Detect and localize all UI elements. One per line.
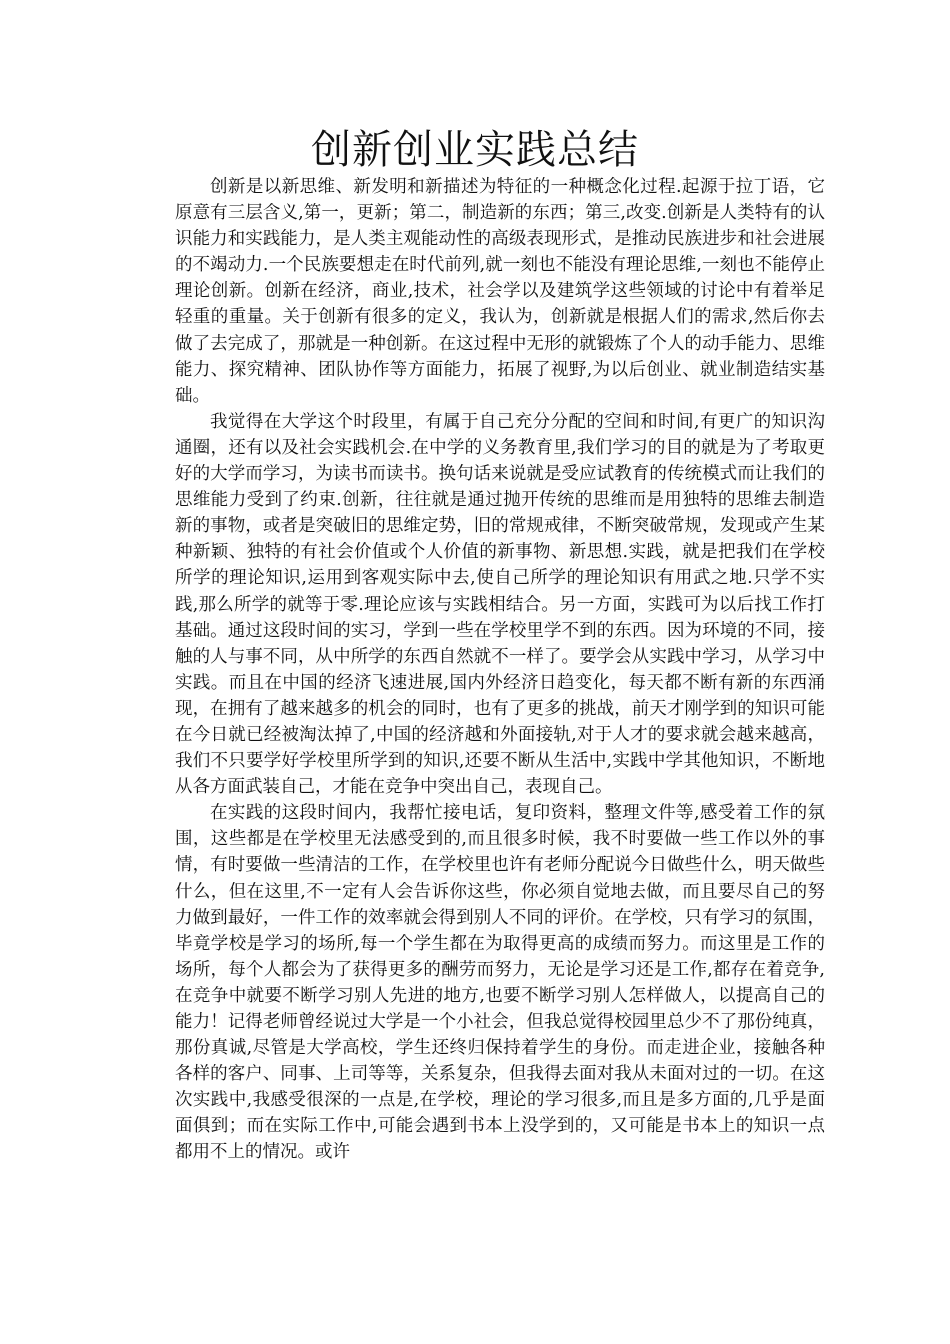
paragraph-3: 在实践的这段时间内，我帮忙接电话，复印资料，整理文件等,感受着工作的氛围，这些都是在学校里无法感受到的,而且很多时候，我不时要做一些工作以外的事情，有时要做一些清洁的工作，在学校里也许有老师分配说今日做些什么，明天做些什么，但在这里,不一定有人会告诉你这些，你必须自觉地去做，而且要尽自己的努力做到最好，一件工作的效率就会得到别人不同的评价。在学校，只有学习的氛围，毕竟学校是学习的场所,每一个学生都在为取得更高的成绩而努力。而这里是工作的场所，每个人都会为了获得更多的酬劳而努力，无论是学习还是工作,都存在着竞争,在竞争中就要不断学习别人先进的地方,也要不断学习别人怎样做人，以提高自己的能力！记得老师曾经说过大学是一个小社会，但我总觉得校园里总少不了那份纯真，那份真诚,尽管是大学高校，学生还终归保持着学生的身份。而走进企业，接触各种各样的客户、同事、上司等等，关系复杂，但我得去面对我从未面对过的一切。在这次实践中,我感受很深的一点是,在学校，理论的学习很多,而且是多方面的,几乎是面面俱到；而在实际工作中,可能会遇到书本上没学到的，又可能是书本上的知识一点都用不上的情况。或许 [175,803,825,1163]
paragraph-1: 创新是以新思维、新发明和新描述为特征的一种概念化过程.起源于拉丁语，它原意有三层含义,第一，更新；第二，制造新的东西；第三,改变.创新是人类特有的认识能力和实践能力，是人类主观能动性的高级表现形式，是推动民族进步和社会进展的不竭动力.一个民族要想走在时代前列,就一刻也不能没有理论思维,一刻也不能停止理论创新。创新在经济，商业,技术，社会学以及建筑学这些领域的讨论中有着举足轻重的重量。关于创新有很多的定义，我认为，创新就是根据人们的需求,然后你去做了去完成了，那就是一种创新。在这过程中无形的就锻炼了个人的动手能力、思维能力、探究精神、团队协作等方面能力，拓展了视野,为以后创业、就业制造结实基础。 [175,177,825,406]
document-title: 创新创业实践总结 [311,127,639,173]
document-body [175,174,825,1166]
paragraph-2: 我觉得在大学这个时段里，有属于自己充分分配的空间和时间,有更广的知识沟通圈，还有以及社会实践机会.在中学的义务教育里,我们学习的目的就是为了考取更好的大学而学习，为读书而读书。换句话来说就是受应试教育的传统模式而让我们的思维能力受到了约束.创新，往往就是通过抛开传统的思维而是用独特的思维去制造新的事物，或者是突破旧的思维定势，旧的常规戒律，不断突破常规，发现或产生某种新颖、独特的有社会价值或个人价值的新事物、新思想.实践，就是把我们在学校所学的理论知识,运用到客观实际中去,使自己所学的理论知识有用武之地.只学不实践,那么所学的就等于零.理论应该与实践相结合。另一方面，实践可为以后找工作打基础。通过这段时间的实习，学到一些在学校里学不到的东西。因为环境的不同，接触的人与事不同，从中所学的东西自然就不一样了。要学会从实践中学习，从学习中实践。而且在中国的经济飞速进展,国内外经济日趋变化，每天都不断有新的东西涌现，在拥有了越来越多的机会的同时，也有了更多的挑战，前天才刚学到的知识可能在今日就已经被淘汰掉了,中国的经济越和外面接轨,对于人才的要求就会越来越高，我们不只要学好学校里所学到的知识,还要不断从生活中,实践中学其他知识，不断地从各方面武装自己，才能在竞争中突出自己，表现自己。 [175,411,825,798]
